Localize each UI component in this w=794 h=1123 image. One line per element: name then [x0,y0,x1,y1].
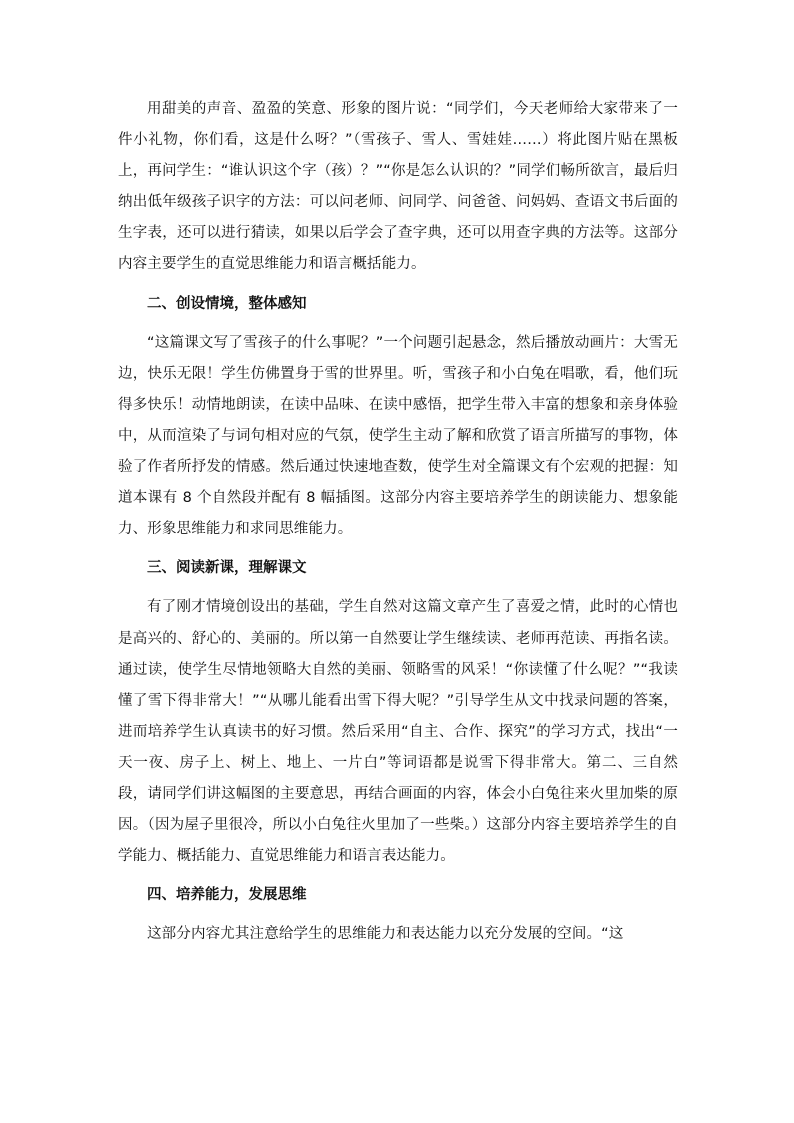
section-heading-2: 二、创设情境，整体感知 [147,295,307,312]
section-heading-3: 三、阅读新课，理解课文 [147,560,307,577]
paragraph-reading: 有了刚才情境创设出的基础，学生自然对这篇文章产生了喜爱之情，此时的心情也是高兴的、舒心的、美丽的。所以第一自然要让学生继续读、老师再范读、再指名读。通过读，使学生尽情地领略大自然的美丽、领略雪的风采！“你读懂了什么呢？”“我读懂了雪下得非常大！”“从哪儿能看出雪下得大呢？”引导学生从文中找录问题的答案，进而培养学生认真读书的好习惯。然后采用“自主、合作、探究”的学习方式，找出“一天一夜、房子上、树上、地上、一片白”等词语都是说雪下得非常大。第二、三自然段，请同学们讲这幅图的主要意思，再结合画面的内容，体会小白兔往来火里加柴的原因。（因为屋子里很冷，所以小白兔往火里加了一些柴。）这部分内容主要培养学生的自学能力、概括能力、直觉思维能力和语言表达能力。 [118,599,678,865]
document-body [118,94,678,950]
paragraph-abilities: 这部分内容尤其注意给学生的思维能力和表达能力以充分发展的空间。“这 [147,926,624,943]
paragraph-intro-activity: 用甜美的声音、盈盈的笑意、形象的图片说：“同学们，今天老师给大家带来了一件小礼物，你们看，这是什么呀？”（雪孩子、雪人、雪娃娃……）将此图片贴在黑板上，再问学生：“谁认识这个字（孩）？”“你是怎么认识的？”同学们畅所欲言，最后归纳出低年级孩子识字的方法：可以问老师、问同学、问爸爸、问妈妈、查语文书后面的生字表，还可以进行猜读，如果以后学会了查字典，还可以用查字典的方法等。这部分内容主要学生的直觉思维能力和语言概括能力。 [118,101,678,273]
paragraph-scenario: “这篇课文写了雪孩子的什么事呢？”一个问题引起悬念，然后播放动画片：大雪无边，快乐无限！学生仿佛置身于雪的世界里。听，雪孩子和小白兔在唱歌，看，他们玩得多快乐！动情地朗读，在读中品味、在读中感悟，把学生带入丰富的想象和亲身体验中，从而渲染了与词句相对应的气氛，使学生主动了解和欣赏了语言所描写的事物，体验了作者所抒发的情感。然后通过快速地查数，使学生对全篇课文有个宏观的把握：知道本课有 8 个自然段并配有 8 幅插图。这部分内容主要培养学生的朗读能力、想象能力、形象思维能力和求同思维能力。 [118,334,678,538]
section-heading-4: 四、培养能力，发展思维 [147,887,307,904]
